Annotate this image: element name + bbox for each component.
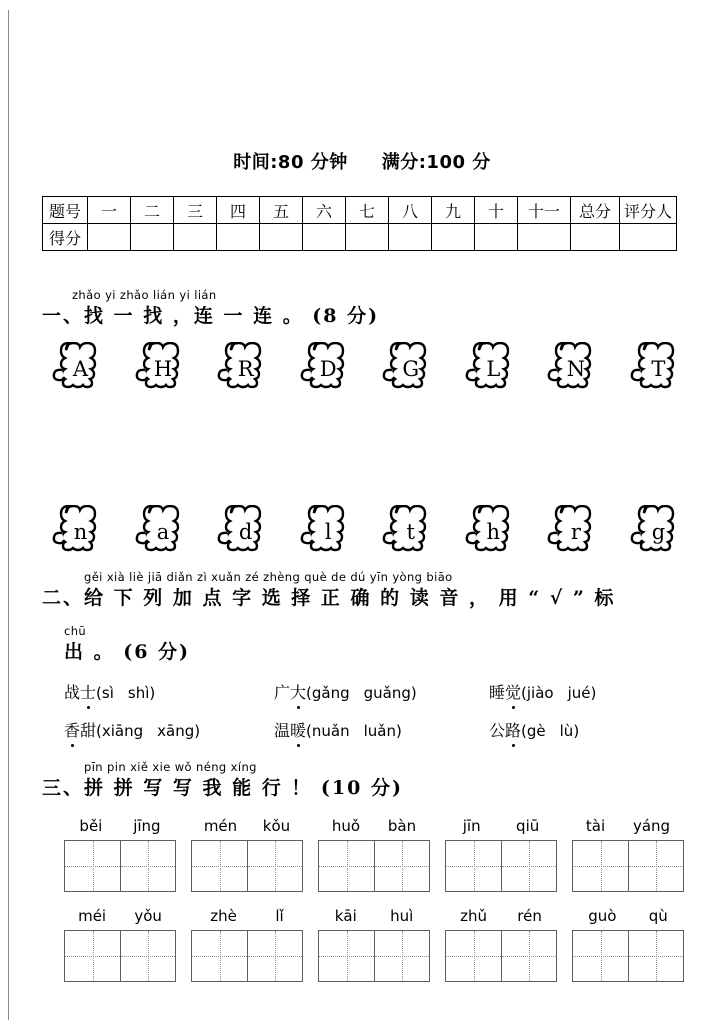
writing-grid-group-2-pinyin (191, 816, 303, 836)
choice-item-1[interactable] (64, 680, 274, 703)
writing-grid-group-8-syl1: kāi (334, 907, 357, 925)
writing-grid-group-1-pinyin (64, 816, 176, 836)
writing-grid-group-2-syl1: mén (203, 817, 238, 835)
choice-item-6-word-dotted: 路 (505, 718, 521, 741)
choice-item-3-alt2[interactable]: jué (567, 684, 591, 702)
writing-grid-group-4-syl1: jīn (462, 817, 481, 835)
choice-item-1-word-dotted: 士 (80, 680, 96, 703)
writing-grid-group-3 (318, 816, 430, 892)
letter-bubble-upper-5-label: G (402, 357, 420, 381)
writing-grid-group-4-pinyin (445, 816, 557, 836)
writing-grid-group-1-boxes (64, 840, 176, 892)
writing-grid-group-8-boxes (318, 930, 430, 982)
choice-item-1-alt1[interactable]: sì (101, 684, 114, 702)
choice-item-5-options[interactable]: (nuǎn luǎn) (306, 722, 402, 740)
letter-bubble-lower-8[interactable] (626, 505, 688, 559)
writing-cell[interactable] (192, 931, 247, 981)
writing-cell[interactable] (446, 841, 501, 891)
letter-bubble-lower-6[interactable] (461, 505, 523, 559)
writing-cell[interactable] (374, 841, 429, 891)
letter-bubble-upper-6[interactable] (461, 342, 523, 396)
writing-grid-group-7-pinyin (191, 906, 303, 926)
score-col-grader: 评分人 (620, 197, 677, 224)
score-col-3: 三 (174, 197, 217, 224)
score-cell-6[interactable] (303, 224, 346, 251)
score-cell-7[interactable] (346, 224, 389, 251)
letter-bubble-lower-7[interactable] (543, 505, 605, 559)
choice-item-5-alt2[interactable]: luǎn (363, 722, 396, 740)
score-table-row-label-score: 得分 (43, 224, 88, 251)
letter-bubble-lower-4-label: l (324, 520, 332, 544)
choice-item-2[interactable] (274, 680, 489, 703)
score-col-4: 四 (217, 197, 260, 224)
letter-bubble-lower-4[interactable] (296, 505, 358, 559)
choice-item-5-word-pre: 温 (274, 721, 291, 740)
section-2-heading-cont (64, 624, 714, 665)
writing-grid-group-8 (318, 906, 430, 982)
score-col-6: 六 (303, 197, 346, 224)
letter-bubble-lower-5-label: t (406, 520, 415, 544)
writing-grid-group-5-boxes (572, 840, 684, 892)
writing-grid-group-4-syl2: qiū (516, 817, 540, 835)
choice-item-4[interactable] (64, 718, 274, 741)
choice-item-1-alt2[interactable]: shì (127, 684, 150, 702)
writing-grid-row-2 (64, 906, 684, 982)
writing-grid-group-8-pinyin (318, 906, 430, 926)
choice-item-6-word-pre: 公 (489, 721, 506, 740)
score-col-11: 十一 (518, 197, 571, 224)
writing-cell[interactable] (628, 931, 683, 981)
choice-item-4-word-post: 甜 (80, 721, 97, 740)
letter-bubble-lower-1-label: n (73, 520, 88, 544)
letter-bubble-upper-4[interactable] (296, 342, 358, 396)
writing-grid-group-1 (64, 816, 176, 892)
section-2-choice-row-1 (64, 680, 694, 703)
section-2-title: 二、给 下 列 加 点 字 选 择 正 确 的 读 音 ， 用 “ √ ” 标 (42, 587, 616, 609)
letter-bubble-lower-7-label: r (570, 520, 581, 544)
choice-item-3-word-dotted: 觉 (505, 680, 521, 703)
writing-grid-group-2 (191, 816, 303, 892)
score-cell-1[interactable] (88, 224, 131, 251)
section-3-pinyin: pīn pin xiě xie wǒ néng xíng (84, 760, 257, 774)
score-cell-10[interactable] (475, 224, 518, 251)
writing-grid-group-3-syl2: bàn (387, 817, 417, 835)
writing-grid-group-10-syl2: qù (648, 907, 668, 925)
choice-item-3-alt1[interactable]: jiào (526, 684, 554, 702)
choice-item-2-word-pre: 广 (274, 683, 291, 702)
score-table-row-label-question: 题号 (43, 197, 88, 224)
writing-grid-group-9-pinyin (445, 906, 557, 926)
writing-grid-row-1 (64, 816, 684, 892)
writing-grid-group-3-syl1: huǒ (331, 817, 361, 835)
choice-item-5-word-dotted: 暖 (290, 718, 306, 741)
letter-bubble-lower-2-label: a (156, 520, 170, 544)
writing-cell[interactable] (247, 841, 302, 891)
letter-bubble-upper-1[interactable] (48, 342, 110, 396)
section-2-heading (42, 570, 692, 611)
choice-item-4-alt1[interactable]: xiāng (101, 722, 144, 740)
choice-item-4-word-dotted: 香 (64, 718, 80, 741)
choice-item-2-alt2[interactable]: guǎng (363, 684, 411, 702)
writing-cell[interactable] (319, 841, 374, 891)
writing-grid-group-7-boxes (191, 930, 303, 982)
writing-grid-group-2-syl2: kǒu (262, 817, 291, 835)
section-1-pinyin: zhǎo yi zhǎo lián yi lián (72, 288, 217, 302)
score-col-8: 八 (389, 197, 432, 224)
writing-grid-group-9-boxes (445, 930, 557, 982)
section-3-heading (42, 760, 692, 801)
score-col-5: 五 (260, 197, 303, 224)
section-2-title-cont: 出 。 (6 分) (64, 641, 191, 663)
score-cell-5[interactable] (260, 224, 303, 251)
writing-grid-group-7-syl1: zhè (210, 907, 237, 925)
writing-grid-group-5-pinyin (572, 816, 684, 836)
writing-cell[interactable] (247, 931, 302, 981)
writing-grid-group-10-pinyin (572, 906, 684, 926)
writing-grid-group-1-syl1: běi (79, 817, 103, 835)
writing-cell[interactable] (628, 841, 683, 891)
letter-bubble-upper-8-label: T (651, 357, 666, 381)
choice-item-5-alt1[interactable]: nuǎn (311, 722, 350, 740)
writing-grid-group-4 (445, 816, 557, 892)
choice-item-6-alt1[interactable]: gè (526, 722, 546, 740)
writing-grid-group-6-pinyin (64, 906, 176, 926)
writing-cell[interactable] (319, 931, 374, 981)
letter-bubble-lower-8-label: g (651, 520, 666, 544)
letter-bubble-upper-2-label: H (153, 357, 173, 381)
writing-grid-group-5-syl1: tài (585, 817, 606, 835)
choice-item-2-alt1[interactable]: gǎng (311, 684, 350, 702)
letter-bubble-upper-1-label: A (72, 357, 89, 381)
writing-grid-group-6 (64, 906, 176, 982)
exam-meta-line (0, 148, 724, 174)
section-1-lowercase-row (48, 505, 688, 559)
writing-cell[interactable] (192, 841, 247, 891)
choice-item-5[interactable] (274, 718, 489, 741)
score-cell-2[interactable] (131, 224, 174, 251)
choice-item-2-word-dotted: 大 (290, 680, 306, 703)
writing-grid-group-1-syl2: jīng (133, 817, 161, 835)
writing-grid-group-8-syl2: huì (390, 907, 414, 925)
writing-cell[interactable] (573, 841, 628, 891)
writing-grid-group-9-syl2: rén (517, 907, 542, 925)
choice-item-3-options[interactable]: (jiào jué) (521, 684, 597, 702)
score-col-2: 二 (131, 197, 174, 224)
letter-bubble-lower-3-label: d (238, 520, 253, 544)
choice-item-3-word-pre: 睡 (489, 683, 506, 702)
letter-bubble-lower-1[interactable] (48, 505, 110, 559)
section-3-title: 三、拼 拼 写 写 我 能 行 ！ (10 分) (42, 777, 403, 799)
letter-bubble-lower-2[interactable] (131, 505, 193, 559)
score-cell-11[interactable] (518, 224, 571, 251)
writing-grid-group-10-syl1: guò (588, 907, 617, 925)
letter-bubble-upper-7-label: N (566, 357, 586, 381)
choice-item-6-options[interactable]: (gè lù) (521, 722, 580, 740)
writing-cell[interactable] (573, 931, 628, 981)
score-table-header-row (43, 197, 677, 224)
writing-cell[interactable] (120, 841, 175, 891)
writing-grid-group-3-pinyin (318, 816, 430, 836)
choice-item-2-options[interactable]: (gǎng guǎng) (306, 684, 417, 702)
choice-item-4-options[interactable]: (xiāng xāng) (96, 722, 201, 740)
letter-bubble-lower-3[interactable] (213, 505, 275, 559)
letter-bubble-upper-7[interactable] (543, 342, 605, 396)
writing-cell[interactable] (501, 931, 556, 981)
writing-grid-group-6-syl2: yǒu (134, 907, 162, 925)
writing-cell[interactable] (65, 841, 120, 891)
score-cell-8[interactable] (389, 224, 432, 251)
letter-bubble-lower-6-label: h (486, 520, 501, 544)
letter-bubble-lower-5[interactable] (378, 505, 440, 559)
letter-bubble-upper-3-label: R (237, 357, 254, 381)
score-cell-total[interactable] (571, 224, 620, 251)
choice-item-1-word-pre: 战 (64, 683, 81, 702)
writing-grid-group-2-boxes (191, 840, 303, 892)
score-col-9: 九 (432, 197, 475, 224)
writing-cell[interactable] (446, 931, 501, 981)
exam-time-limit: 时间:80 分钟 (233, 152, 348, 173)
section-1-title: 一、找 一 找 ，连 一 连 。 (8 分) (42, 305, 380, 327)
section-1-heading (42, 288, 692, 329)
letter-bubble-upper-6-label: L (486, 357, 501, 381)
choice-item-6-alt2[interactable]: lù (559, 722, 574, 740)
choice-item-4-alt2[interactable]: xāng (157, 722, 195, 740)
choice-item-6[interactable] (489, 718, 579, 741)
section-2-choice-row-2 (64, 718, 694, 741)
writing-grid-group-6-boxes (64, 930, 176, 982)
writing-cell[interactable] (65, 931, 120, 981)
letter-bubble-upper-3[interactable] (213, 342, 275, 396)
writing-grid-group-4-boxes (445, 840, 557, 892)
writing-grid-group-5 (572, 816, 684, 892)
choice-item-3[interactable] (489, 680, 596, 703)
score-cell-grader[interactable] (620, 224, 677, 251)
writing-grid-group-7-syl2: lǐ (275, 907, 284, 925)
score-cell-3[interactable] (174, 224, 217, 251)
writing-cell[interactable] (374, 931, 429, 981)
score-col-7: 七 (346, 197, 389, 224)
score-cell-4[interactable] (217, 224, 260, 251)
letter-bubble-upper-2[interactable] (131, 342, 193, 396)
score-table-value-row (43, 224, 677, 251)
writing-cell[interactable] (501, 841, 556, 891)
writing-grid-group-10 (572, 906, 684, 982)
writing-grid-group-5-syl2: yáng (632, 817, 671, 835)
score-col-1: 一 (88, 197, 131, 224)
writing-grid-group-6-syl1: méi (78, 907, 107, 925)
writing-grid-group-10-boxes (572, 930, 684, 982)
section-2-pinyin: gěi xià liè jiā diǎn zì xuǎn zé zhèng què de dú yīn yòng biāo (84, 570, 453, 584)
letter-bubble-upper-8[interactable] (626, 342, 688, 396)
choice-item-1-options[interactable]: (sì shì) (96, 684, 156, 702)
score-cell-9[interactable] (432, 224, 475, 251)
score-col-total: 总分 (571, 197, 620, 224)
exam-total-score: 满分:100 分 (381, 152, 491, 173)
writing-grid-group-3-boxes (318, 840, 430, 892)
section-1-uppercase-row (48, 342, 688, 396)
score-table (42, 196, 677, 251)
score-col-10: 十 (475, 197, 518, 224)
letter-bubble-upper-5[interactable] (378, 342, 440, 396)
letter-bubble-upper-4-label: D (319, 357, 337, 381)
section-2-pinyin-cont: chū (64, 624, 87, 638)
writing-grid-group-9 (445, 906, 557, 982)
writing-cell[interactable] (120, 931, 175, 981)
writing-grid-group-7 (191, 906, 303, 982)
writing-grid-group-9-syl1: zhǔ (460, 907, 488, 925)
